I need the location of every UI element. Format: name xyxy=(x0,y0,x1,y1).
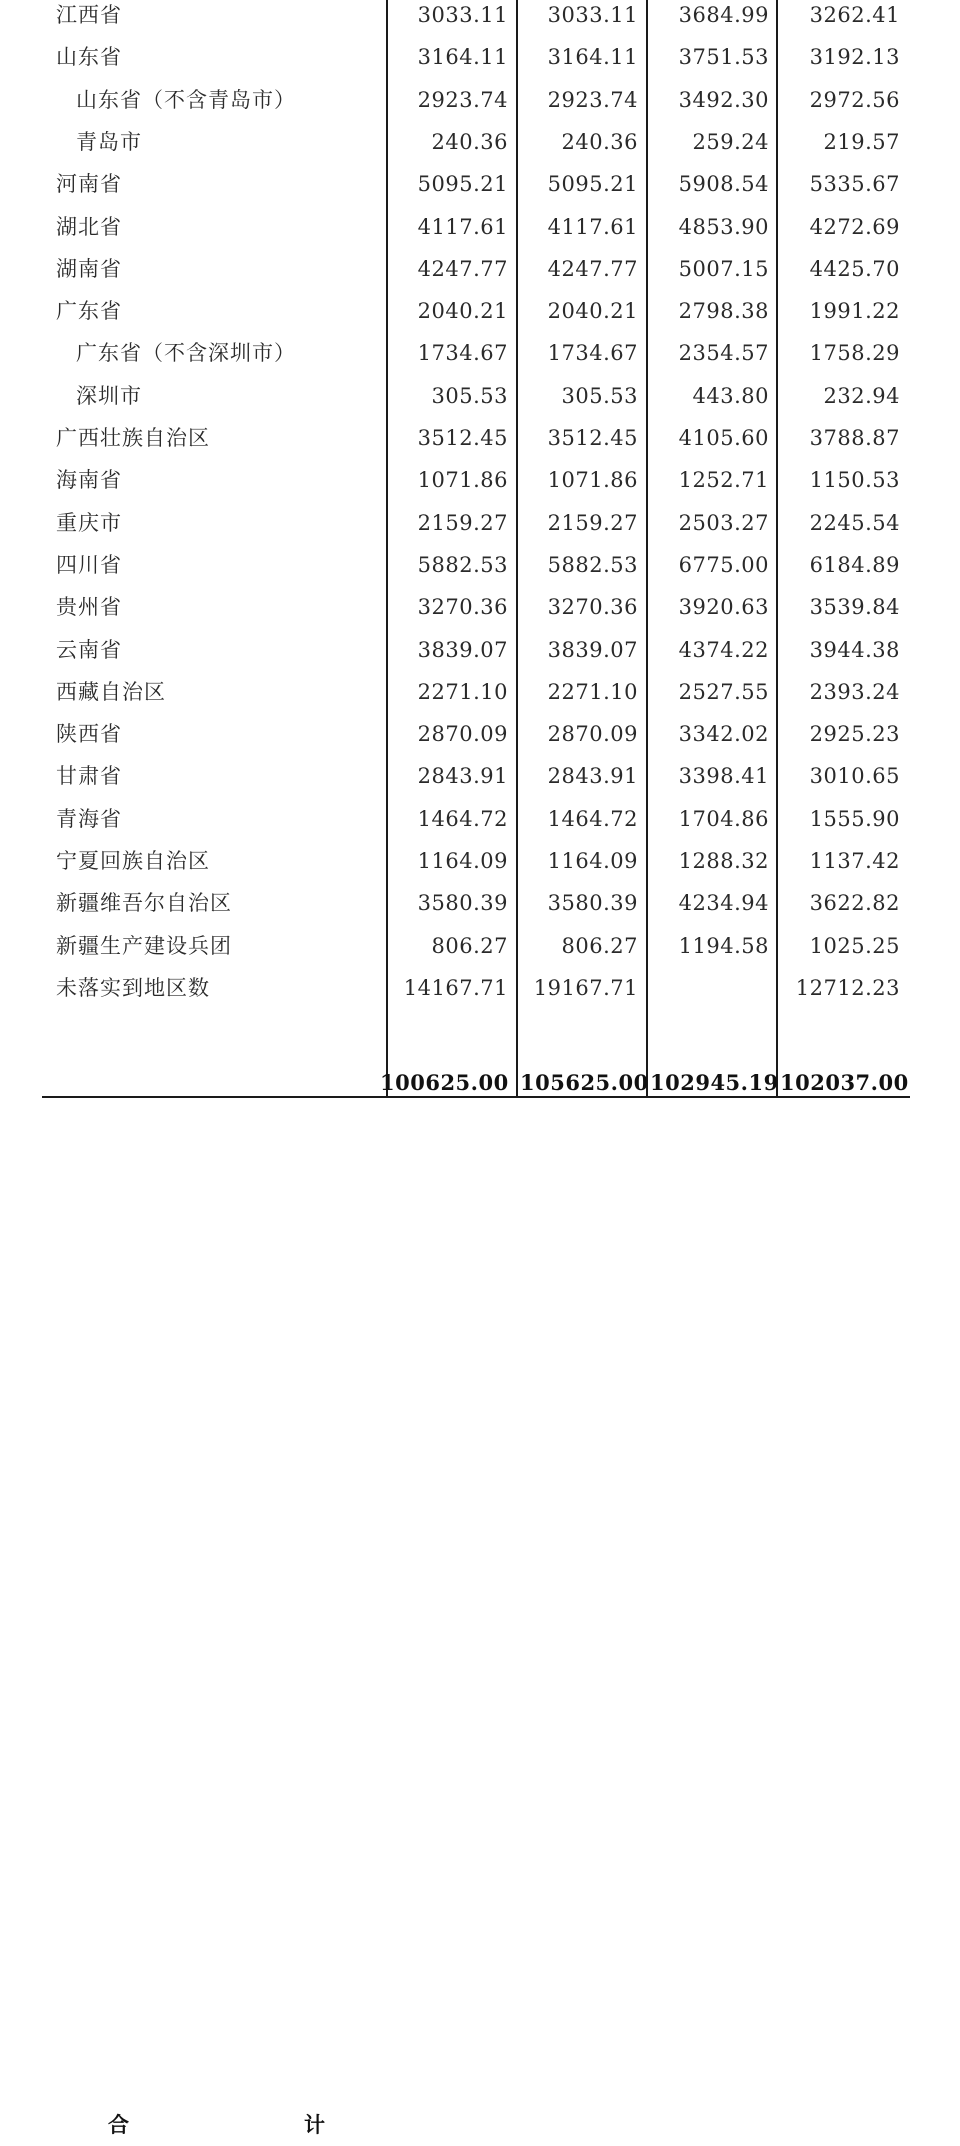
table-row xyxy=(0,165,960,207)
value-cell: 3262.41 xyxy=(809,3,900,27)
region-name: 青岛市 xyxy=(76,129,142,154)
value-cell: 240.36 xyxy=(431,129,508,154)
value-cell: 2271.10 xyxy=(547,679,638,704)
value-cell: 2843.91 xyxy=(417,764,508,789)
table-row xyxy=(0,38,960,80)
value-cell: 806.27 xyxy=(431,933,508,958)
value-cell: 4247.77 xyxy=(547,256,638,281)
value-cell: 3033.11 xyxy=(547,3,638,27)
value-cell: 1704.86 xyxy=(678,806,769,831)
table-row xyxy=(0,504,960,546)
table-row xyxy=(0,123,960,165)
value-cell: 4105.60 xyxy=(678,426,769,450)
value-cell: 305.53 xyxy=(431,383,508,408)
table-row xyxy=(0,631,960,673)
value-cell: 1758.29 xyxy=(809,341,900,366)
value-cell: 3944.38 xyxy=(809,637,900,662)
value-cell: 2925.23 xyxy=(809,722,900,747)
value-cell xyxy=(650,969,769,1011)
value-cell: 3398.41 xyxy=(678,764,769,789)
value-cell: 806.27 xyxy=(561,933,638,958)
region-name: 青海省 xyxy=(56,806,122,831)
table-row xyxy=(0,334,960,376)
value-cell: 4272.69 xyxy=(809,214,900,239)
value-cell: 1071.86 xyxy=(417,468,508,493)
value-cell: 1194.58 xyxy=(678,933,769,958)
value-cell: 1150.53 xyxy=(809,468,900,493)
table-row xyxy=(0,461,960,503)
value-cell: 12712.23 xyxy=(795,975,900,1000)
value-cell: 4853.90 xyxy=(678,214,769,239)
value-cell: 2245.54 xyxy=(809,510,900,535)
value-cell: 4247.77 xyxy=(417,256,508,281)
table-row xyxy=(0,588,960,630)
value-cell: 1071.86 xyxy=(547,468,638,493)
table-row xyxy=(0,969,960,1011)
value-cell: 3751.53 xyxy=(678,45,769,70)
value-cell: 1025.25 xyxy=(809,933,900,958)
value-cell: 1991.22 xyxy=(809,299,900,324)
region-name: 河南省 xyxy=(56,172,122,197)
total-cell: 102037.00 xyxy=(780,1070,909,1095)
region-name: 江西省 xyxy=(56,3,122,27)
value-cell: 1464.72 xyxy=(547,806,638,831)
value-cell: 219.57 xyxy=(823,129,900,154)
table-row xyxy=(0,419,960,461)
value-cell: 6184.89 xyxy=(809,552,900,577)
total-cell: 102945.19 xyxy=(650,1070,779,1095)
value-cell: 3839.07 xyxy=(417,637,508,662)
region-name: 湖北省 xyxy=(56,214,122,239)
value-cell: 3839.07 xyxy=(547,637,638,662)
value-cell: 3033.11 xyxy=(417,3,508,27)
value-cell: 3270.36 xyxy=(417,595,508,620)
value-cell: 1288.32 xyxy=(678,849,769,873)
region-name: 西藏自治区 xyxy=(56,679,166,704)
value-cell: 305.53 xyxy=(561,383,638,408)
value-cell: 3164.11 xyxy=(547,45,638,70)
value-cell: 2159.27 xyxy=(417,510,508,535)
value-cell: 5882.53 xyxy=(417,552,508,577)
value-cell: 3920.63 xyxy=(678,595,769,620)
value-cell: 2870.09 xyxy=(547,722,638,747)
value-cell: 240.36 xyxy=(561,129,638,154)
value-cell: 4374.22 xyxy=(678,637,769,662)
table-row xyxy=(0,81,960,123)
value-cell: 2393.24 xyxy=(809,679,900,704)
value-cell: 2354.57 xyxy=(678,341,769,366)
table-row xyxy=(0,546,960,588)
value-cell: 1164.09 xyxy=(417,849,508,873)
value-cell: 259.24 xyxy=(692,129,769,154)
value-cell: 6775.00 xyxy=(678,552,769,577)
value-cell: 2159.27 xyxy=(547,510,638,535)
value-cell: 1164.09 xyxy=(547,849,638,873)
value-cell: 2527.55 xyxy=(678,679,769,704)
table-row xyxy=(0,715,960,757)
value-cell: 3512.45 xyxy=(547,426,638,450)
region-name: 重庆市 xyxy=(56,510,122,535)
value-cell: 3622.82 xyxy=(809,891,900,916)
region-name: 四川省 xyxy=(56,552,122,577)
region-name: 未落实到地区数 xyxy=(56,975,210,1000)
table-row xyxy=(0,377,960,419)
total-label-right: 计 xyxy=(304,2112,325,2137)
value-cell: 3539.84 xyxy=(809,595,900,620)
value-cell: 14167.71 xyxy=(403,975,508,1000)
region-name: 广西壮族自治区 xyxy=(56,426,210,450)
total-label-left: 合 xyxy=(108,2112,129,2137)
value-cell: 4117.61 xyxy=(417,214,508,239)
value-cell: 3342.02 xyxy=(678,722,769,747)
value-cell: 3270.36 xyxy=(547,595,638,620)
value-cell: 2798.38 xyxy=(678,299,769,324)
value-cell: 1734.67 xyxy=(417,341,508,366)
total-cell: 100625.00 xyxy=(380,1070,509,1095)
value-cell: 2843.91 xyxy=(547,764,638,789)
region-name: 广东省（不含深圳市） xyxy=(76,341,296,366)
total-row xyxy=(0,1052,960,2137)
table-row xyxy=(0,800,960,842)
table-row xyxy=(0,927,960,969)
region-name: 深圳市 xyxy=(76,383,142,408)
region-name: 广东省 xyxy=(56,299,122,324)
value-cell: 3580.39 xyxy=(417,891,508,916)
value-cell: 2923.74 xyxy=(547,87,638,112)
value-cell: 4234.94 xyxy=(678,891,769,916)
value-cell: 1464.72 xyxy=(417,806,508,831)
region-name: 新疆维吾尔自治区 xyxy=(56,891,232,916)
table-row xyxy=(0,842,960,884)
total-cell: 105625.00 xyxy=(520,1070,649,1095)
value-cell: 1137.42 xyxy=(809,849,900,873)
region-name: 新疆生产建设兵团 xyxy=(56,933,232,958)
value-cell: 3684.99 xyxy=(678,3,769,27)
value-cell: 5007.15 xyxy=(678,256,769,281)
region-name: 湖南省 xyxy=(56,256,122,281)
value-cell: 1252.71 xyxy=(678,468,769,493)
value-cell: 3192.13 xyxy=(809,45,900,70)
table-row xyxy=(0,884,960,926)
value-cell: 1555.90 xyxy=(809,806,900,831)
value-cell: 232.94 xyxy=(823,383,900,408)
value-cell: 3788.87 xyxy=(809,426,900,450)
table-row xyxy=(0,0,960,38)
value-cell: 5095.21 xyxy=(547,172,638,197)
value-cell: 4117.61 xyxy=(547,214,638,239)
region-name: 山东省 xyxy=(56,45,122,70)
table-row xyxy=(0,250,960,292)
value-cell: 2040.21 xyxy=(547,299,638,324)
value-cell: 2271.10 xyxy=(417,679,508,704)
region-name: 海南省 xyxy=(56,468,122,493)
value-cell: 2972.56 xyxy=(809,87,900,112)
value-cell: 2503.27 xyxy=(678,510,769,535)
value-cell: 1734.67 xyxy=(547,341,638,366)
value-cell: 4425.70 xyxy=(809,256,900,281)
value-cell: 3512.45 xyxy=(417,426,508,450)
value-cell: 443.80 xyxy=(692,383,769,408)
value-cell: 2923.74 xyxy=(417,87,508,112)
value-cell: 3010.65 xyxy=(809,764,900,789)
value-cell: 2040.21 xyxy=(417,299,508,324)
value-cell: 3492.30 xyxy=(678,87,769,112)
value-cell: 3580.39 xyxy=(547,891,638,916)
table-row xyxy=(0,757,960,799)
value-cell: 2870.09 xyxy=(417,722,508,747)
value-cell: 19167.71 xyxy=(533,975,638,1000)
value-cell: 5908.54 xyxy=(678,172,769,197)
value-cell: 5095.21 xyxy=(417,172,508,197)
region-name: 陕西省 xyxy=(56,722,122,747)
region-name: 贵州省 xyxy=(56,595,122,620)
table-row xyxy=(0,292,960,334)
table-row xyxy=(0,208,960,250)
region-name: 甘肃省 xyxy=(56,764,122,789)
value-cell: 3164.11 xyxy=(417,45,508,70)
value-cell: 5882.53 xyxy=(547,552,638,577)
region-name: 宁夏回族自治区 xyxy=(56,849,210,873)
value-cell: 5335.67 xyxy=(809,172,900,197)
region-name: 云南省 xyxy=(56,637,122,662)
region-name: 山东省（不含青岛市） xyxy=(76,87,296,112)
table-row xyxy=(0,673,960,715)
